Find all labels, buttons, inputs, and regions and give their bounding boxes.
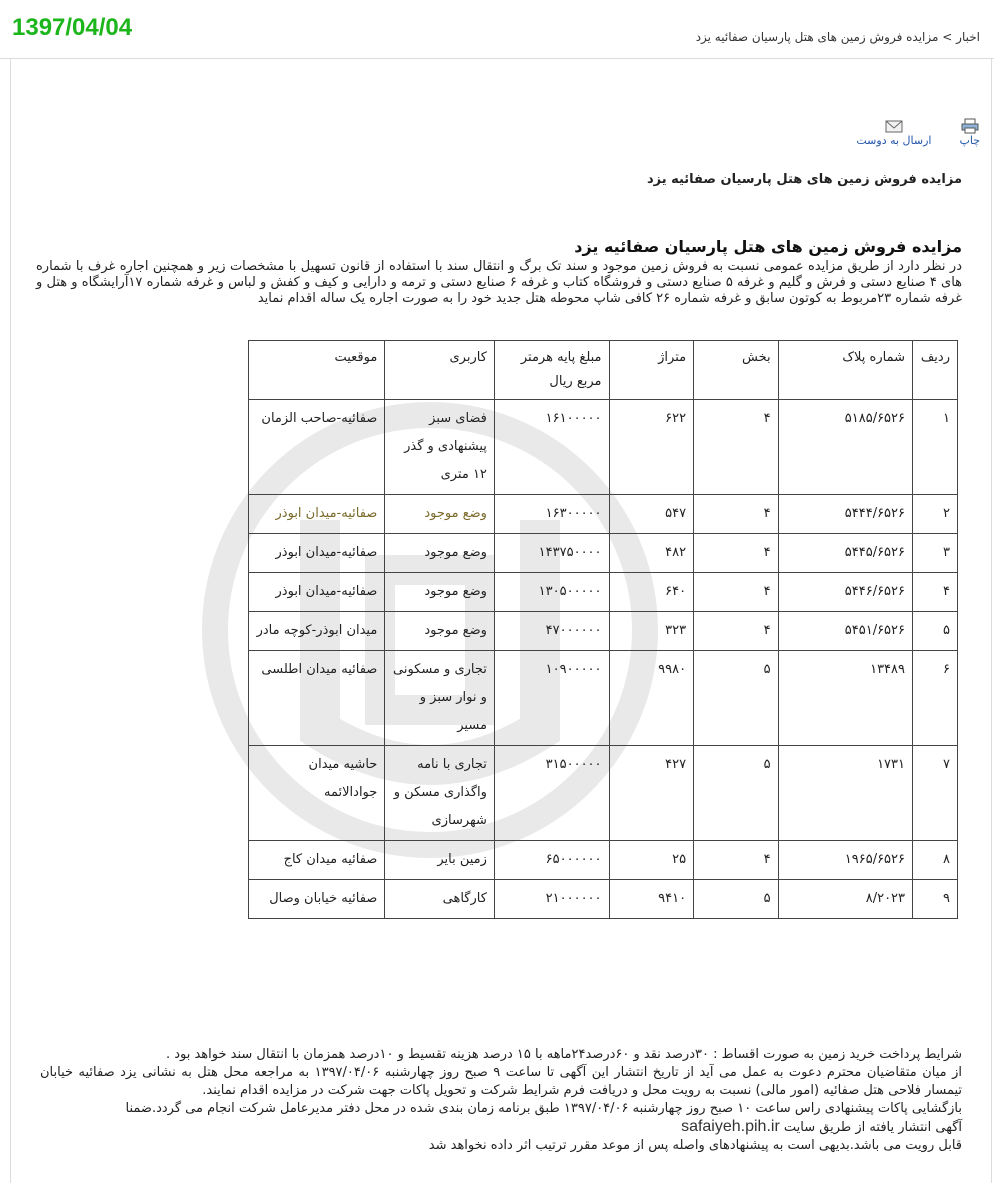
cell-usage: تجاری و مسکونی و نوار سبز و مسیر [385, 651, 495, 746]
cell-base-price: ۳۱۵۰۰۰۰۰ [494, 746, 609, 841]
top-bar [0, 0, 994, 59]
cell-section: ۵ [694, 880, 779, 919]
cell-section: ۴ [694, 400, 779, 495]
cell-usage: زمین بایر [385, 841, 495, 880]
cell-location: صفائیه خیابان وصال [249, 880, 385, 919]
cell-row-number: ۲ [913, 495, 958, 534]
header-plate-number: شماره پلاک [778, 341, 912, 400]
cell-area: ۶۲۲ [609, 400, 694, 495]
table-row [249, 495, 958, 534]
table-row [249, 651, 958, 746]
publish-date: 1397/04/04 [12, 14, 133, 41]
cell-base-price: ۶۵۰۰۰۰۰۰ [494, 841, 609, 880]
cell-base-price: ۱۴۳۷۵۰۰۰۰ [494, 534, 609, 573]
invitation-text: از میان متقاضیان محترم دعوت به عمل می آید از تاریخ انتشار این آگهی تا ساعت ۹ صبح روز چهارشنبه ۱۳۹۷/۰۴/۰۶ به مراجعه محل هتل به نشانی یزد صفائیه خیابان تیمسار فلاحی هتل صفائیه (امور مالی) نسبت به رویت محل و دریافت فرم شرایط شرکت و تحویل پاکات جهت شرکت در مزایده اقدام نمایند. [40, 1065, 962, 1098]
table-row [249, 746, 958, 841]
article-subtitle: مزایده فروش زمین های هتل پارسیان صفائیه یزد [646, 172, 962, 187]
publish-text [40, 1118, 962, 1137]
cell-location: حاشیه میدان جوادالائمه [249, 746, 385, 841]
table-row [249, 841, 958, 880]
cell-base-price: ۱۶۳۰۰۰۰۰ [494, 495, 609, 534]
cell-section: ۵ [694, 651, 779, 746]
cell-plate-number: ۱۹۶۵/۶۵۲۶ [778, 841, 912, 880]
cell-plate-number: ۵۴۵۱/۶۵۲۶ [778, 612, 912, 651]
cell-row-number: ۸ [913, 841, 958, 880]
site-address: safaiyeh.pih.ir [681, 1118, 780, 1135]
header-base-price: مبلغ پایه هرمتر مربع ریال [494, 341, 609, 400]
cell-section: ۴ [694, 573, 779, 612]
table-row [249, 400, 958, 495]
send-to-friend-label: ارسال به دوست [856, 134, 932, 147]
cell-base-price: ۴۷۰۰۰۰۰۰ [494, 612, 609, 651]
cell-section: ۴ [694, 495, 779, 534]
cell-base-price: ۱۳۰۵۰۰۰۰۰ [494, 573, 609, 612]
cell-row-number: ۴ [913, 573, 958, 612]
send-to-friend-button[interactable] [856, 118, 931, 147]
cell-row-number: ۵ [913, 612, 958, 651]
printer-icon [961, 118, 979, 134]
cell-section: ۵ [694, 746, 779, 841]
table-row [249, 612, 958, 651]
cell-plate-number: ۵۴۴۶/۶۵۲۶ [778, 573, 912, 612]
cell-row-number: ۶ [913, 651, 958, 746]
print-label: چاپ [959, 134, 980, 147]
header-section: بخش [694, 341, 779, 400]
header-row-number: ردیف [913, 341, 958, 400]
breadcrumb-separator: > [942, 30, 953, 44]
auction-table [248, 340, 958, 919]
breadcrumb-current: مزایده فروش زمین های هتل پارسیان صفائیه یزد [695, 30, 939, 44]
table-row [249, 573, 958, 612]
cell-row-number: ۷ [913, 746, 958, 841]
article-intro: در نظر دارد از طریق مزایده عمومی نسبت به فروش زمین موجود و سند تک برگ و انتقال سند با استفاده از قانون تسهیل با مشخصات زیر و همچنین اجاره غرف با شماره های ۴ صنایع دستی و فرش و گلیم و غرفه ۵ صنایع دستی و فروشگاه کتاب و غرفه ۶ صنایع دستی و ترمه و دارایی و کیف و کفش و لباس و غرفه شماره ۱۷آرایشگاه و هتل و غرفه شماره ۲۳مربوط به کوتون سابق و غرفه شماره ۲۶ کافی شاپ محوطه هتل جدید خود را به صورت اجاره یک ساله اقدام نماید [36, 259, 963, 306]
cell-section: ۴ [694, 841, 779, 880]
cell-location: صفائیه-میدان ابوذر [249, 495, 385, 534]
cell-plate-number: ۵۴۴۴/۶۵۲۶ [778, 495, 912, 534]
opening-text: بازگشایی پاکات پیشنهادی راس ساعت ۱۰ صبح روز چهارشنبه ۱۳۹۷/۰۴/۰۶ طبق برنامه زمان بندی شده در محل دفتر مدیرعامل شرکت انجام می گردد.ضمنا [125, 1101, 962, 1116]
article-title: مزایده فروش زمین های هتل پارسیان صفائیه یزد [574, 237, 962, 256]
cell-plate-number: ۱۳۴۸۹ [778, 651, 912, 746]
cell-area: ۳۲۳ [609, 612, 694, 651]
cell-area: ۹۹۸۰ [609, 651, 694, 746]
cell-usage: وضع موجود [385, 573, 495, 612]
cell-area: ۹۴۱۰ [609, 880, 694, 919]
print-button[interactable] [959, 118, 980, 147]
cell-base-price: ۲۱۰۰۰۰۰۰ [494, 880, 609, 919]
cell-row-number: ۹ [913, 880, 958, 919]
payment-terms: شرایط پرداخت خرید زمین به صورت اقساط : ۳۰درصد نقد و ۶۰درصد۲۴ماهه با ۱۵ درصد هزینه تقسیط و ۱۰درصد همزمان با انتقال سند خواهد بود . [165, 1047, 962, 1062]
cell-location: صفائیه-صاحب الزمان [249, 400, 385, 495]
cell-area: ۵۴۷ [609, 495, 694, 534]
article-toolbar [856, 118, 980, 147]
cell-location: صفائیه میدان اطلسی [249, 651, 385, 746]
cell-base-price: ۱۶۱۰۰۰۰۰ [494, 400, 609, 495]
header-area: متراژ [609, 341, 694, 400]
cell-usage: فضای سبز پیشنهادی و گذر ۱۲ متری [385, 400, 495, 495]
cell-location: میدان ابوذر-کوچه مادر [249, 612, 385, 651]
header-usage: کاربری [385, 341, 495, 400]
publish-prefix: آگهی انتشار یافته از طریق سایت [783, 1120, 962, 1135]
cell-location: صفائیه-میدان ابوذر [249, 534, 385, 573]
table-row [249, 534, 958, 573]
table-row [249, 880, 958, 919]
cell-row-number: ۳ [913, 534, 958, 573]
breadcrumb [696, 30, 980, 44]
cell-usage: وضع موجود [385, 495, 495, 534]
cell-usage: وضع موجود [385, 612, 495, 651]
header-location: موقعیت [249, 341, 385, 400]
cell-area: ۴۸۲ [609, 534, 694, 573]
cell-usage: تجاری با نامه واگذاری مسکن و شهرسازی [385, 746, 495, 841]
closing-text: قابل رویت می باشد.بدیهی است به پیشنهادهای واصله پس از موعد مقرر ترتیب اثر داده نخواهد شد [428, 1138, 962, 1153]
cell-location: صفائیه-میدان ابوذر [249, 573, 385, 612]
cell-location: صفائیه میدان کاج [249, 841, 385, 880]
table-header-row [249, 341, 958, 400]
cell-section: ۴ [694, 534, 779, 573]
cell-plate-number: ۵۴۴۵/۶۵۲۶ [778, 534, 912, 573]
cell-area: ۴۲۷ [609, 746, 694, 841]
cell-area: ۲۵ [609, 841, 694, 880]
cell-area: ۶۴۰ [609, 573, 694, 612]
envelope-icon [885, 118, 903, 134]
cell-plate-number: ۱۷۳۱ [778, 746, 912, 841]
cell-row-number: ۱ [913, 400, 958, 495]
cell-base-price: ۱۰۹۰۰۰۰۰ [494, 651, 609, 746]
cell-usage: وضع موجود [385, 534, 495, 573]
terms-section [40, 1046, 962, 1155]
breadcrumb-news-link[interactable]: اخبار [956, 30, 980, 44]
cell-usage: کارگاهی [385, 880, 495, 919]
cell-plate-number: ۸/۲۰۲۳ [778, 880, 912, 919]
cell-plate-number: ۵۱۸۵/۶۵۲۶ [778, 400, 912, 495]
cell-section: ۴ [694, 612, 779, 651]
